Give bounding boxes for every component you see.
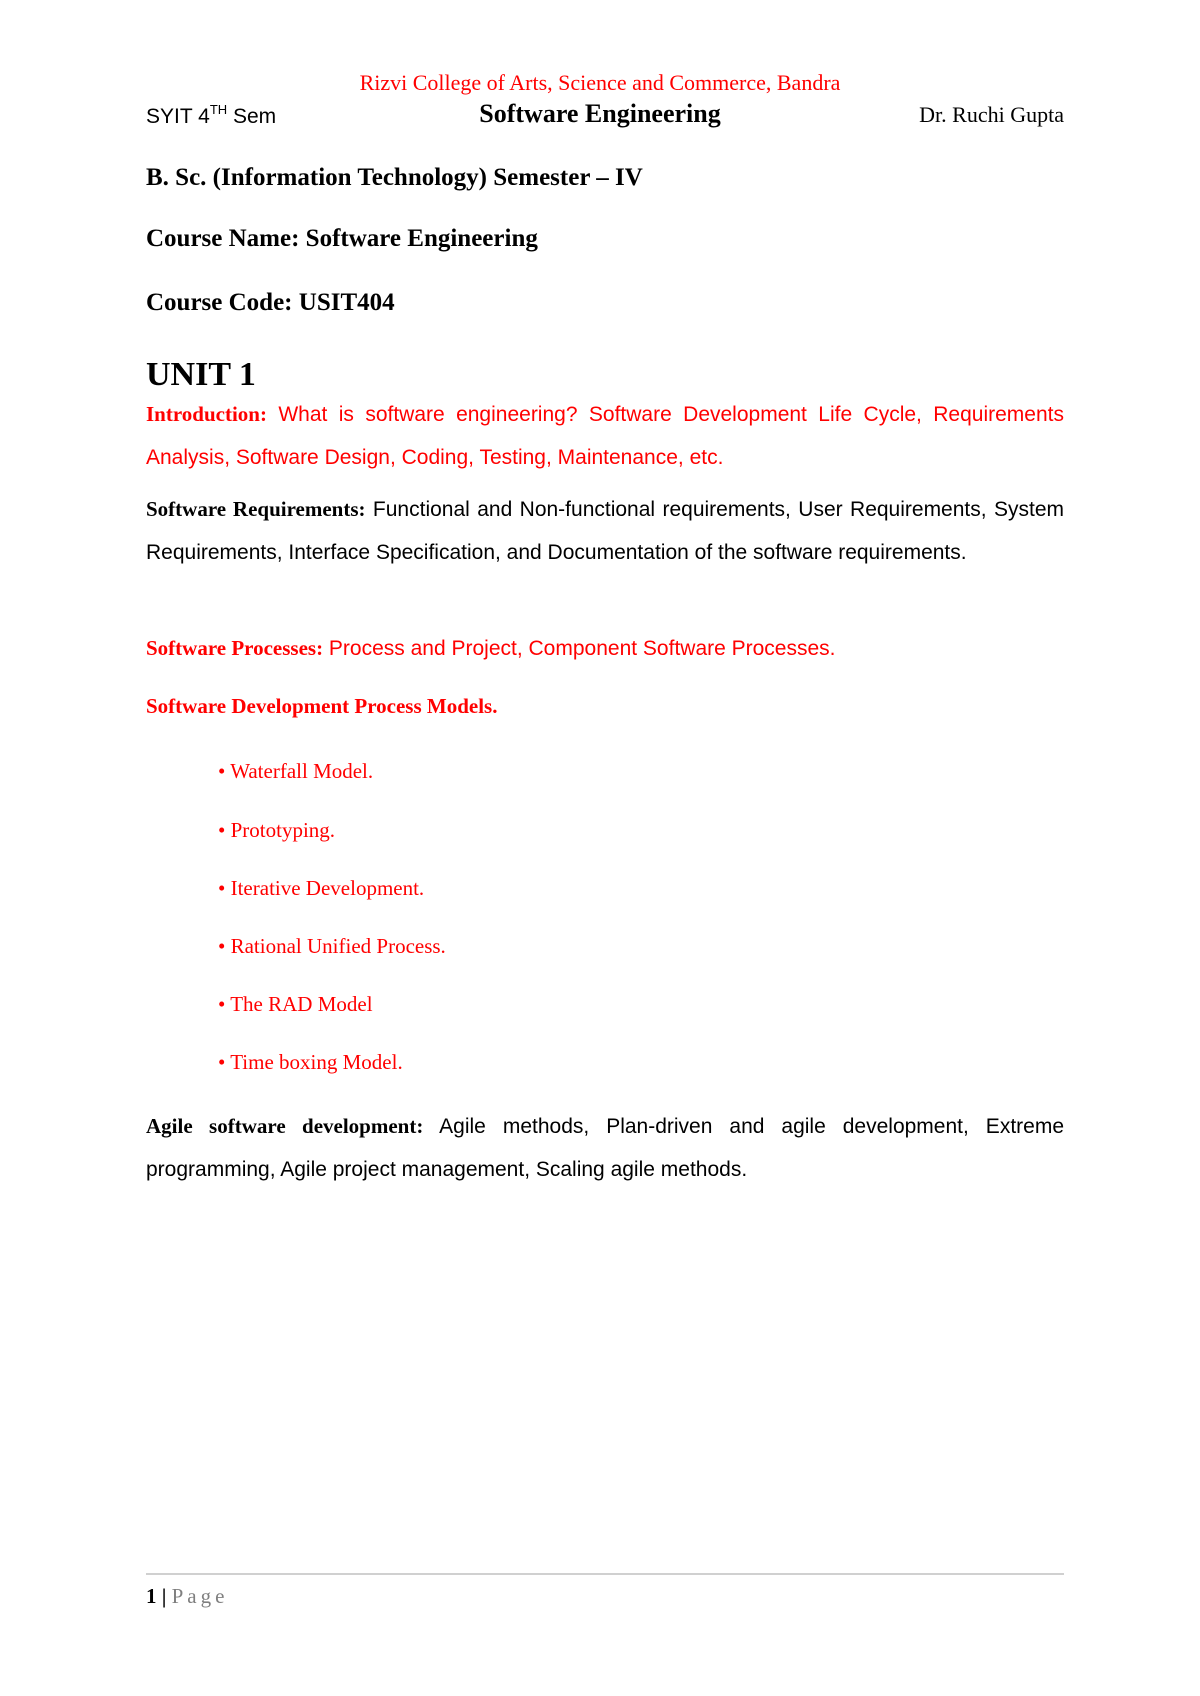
unit-title: UNIT 1 xyxy=(146,356,256,393)
header-semester-sup: TH xyxy=(209,102,228,117)
page-label: Page xyxy=(171,1584,229,1608)
models-label: Software Development Process Models. xyxy=(146,694,498,718)
agile-paragraph xyxy=(146,1105,1064,1191)
introduction-paragraph xyxy=(146,393,1064,479)
list-item: • The RAD Model xyxy=(218,992,373,1016)
header-subject: Software Engineering xyxy=(479,99,721,128)
list-item: • Time boxing Model. xyxy=(218,1050,403,1074)
introduction-text: What is software engineering? Software Development Life Cycle, Requirements Analysis, Software Design, Coding, Testing, Maintenance, etc. xyxy=(146,403,1064,469)
processes-label: Software Processes: xyxy=(146,636,324,660)
models-heading xyxy=(146,685,1064,728)
list-item: • Rational Unified Process. xyxy=(218,934,446,958)
header-semester-prefix: SYIT 4 xyxy=(146,105,210,128)
course-code: Course Code: USIT404 xyxy=(146,289,395,316)
page-number: 1 xyxy=(146,1584,157,1608)
processes-paragraph xyxy=(146,627,1064,670)
agile-label: Agile software development: xyxy=(146,1114,424,1138)
requirements-label: Software Requirements: xyxy=(146,497,366,521)
footer-divider xyxy=(146,1573,1064,1575)
list-item: • Iterative Development. xyxy=(218,876,425,900)
footer-separator: | xyxy=(156,1584,172,1608)
list-item: • Waterfall Model. xyxy=(218,759,374,783)
introduction-label: Introduction: xyxy=(146,402,267,426)
header-semester-suffix: Sem xyxy=(227,105,277,128)
processes-text: Process and Project, Component Software Processes. xyxy=(323,637,836,660)
list-item: • Prototyping. xyxy=(218,818,336,842)
course-name: Course Name: Software Engineering xyxy=(146,225,538,252)
college-name: Rizvi College of Arts, Science and Commerce, Bandra xyxy=(359,70,841,95)
requirements-paragraph xyxy=(146,488,1064,574)
requirements-text: Functional and Non-functional requirements, User Requirements, System Requirements, Interface Specification, and Documentation of the software requirements. xyxy=(146,498,1065,564)
agile-text: Agile methods, Plan-driven and agile development, Extreme programming, Agile project management, Scaling agile methods. xyxy=(146,1115,1064,1181)
program-line: B. Sc. (Information Technology) Semester – IV xyxy=(146,164,643,191)
page-footer xyxy=(146,1584,228,1609)
header-author: Dr. Ruchi Gupta xyxy=(919,102,1064,127)
